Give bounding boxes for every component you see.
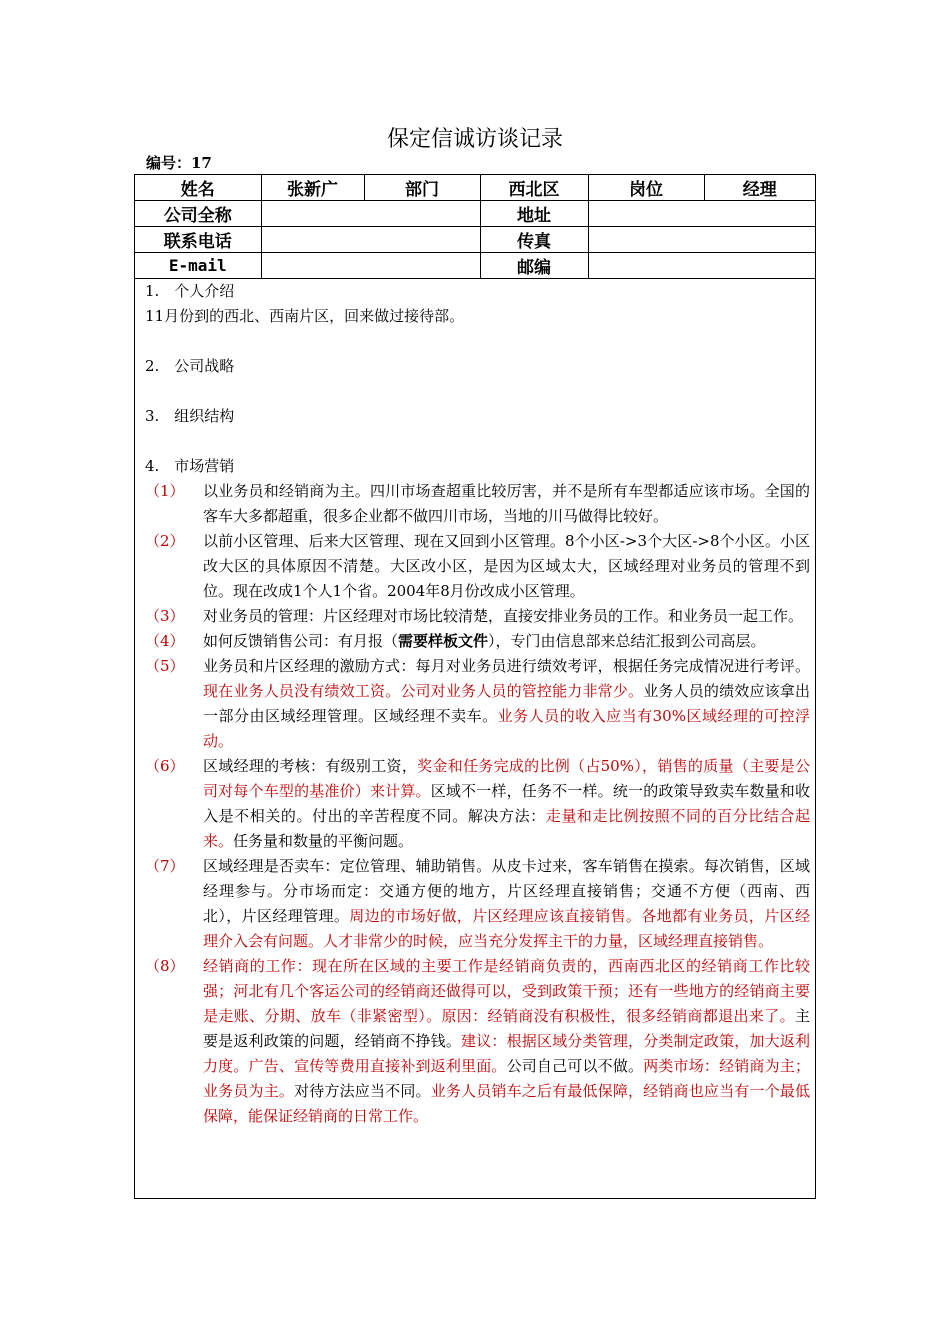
item-number: （5） xyxy=(145,657,185,675)
info-row-company xyxy=(135,201,815,227)
name-value: 张新广 xyxy=(261,175,364,201)
email-value xyxy=(261,253,480,279)
item-text: 区域经理是否卖车：定位管理、辅助销售。从皮卡过来，客车销售在摸索。每次销售，区域经理参与。分市场而定：交通方便的地方，片区经理直接销售；交通不方便（西南、西北），片区经理管理。周边的市场好做，片区经理应该直接销售。各地都有业务员，片区经理介入会有问题。人才非常少的时候，应当充分发挥主干的力量，区域经理直接销售。 xyxy=(203,857,810,950)
marketing-item-7 xyxy=(145,854,810,954)
marketing-item-5 xyxy=(145,654,810,754)
section-heading-intro: 1. 个人介绍 xyxy=(145,282,235,300)
interview-sheet xyxy=(134,174,816,1199)
department-label: 部门 xyxy=(364,175,480,201)
item-text: 以业务员和经销商为主。四川市场查超重比较厉害，并不是所有车型都适应该市场。全国的客车大多都超重，很多企业都不做四川市场，当地的川马做得比较好。 xyxy=(203,482,810,525)
phone-value xyxy=(261,227,480,253)
post-label: 岗位 xyxy=(588,175,704,201)
address-label: 地址 xyxy=(480,201,588,227)
info-row-email xyxy=(135,253,815,279)
fax-value xyxy=(588,227,815,253)
section-heading-strategy: 2. 公司战略 xyxy=(145,357,235,375)
item-number: （8） xyxy=(145,957,185,975)
marketing-item-8 xyxy=(145,954,810,1129)
page-title: 保定信诚访谈记录 xyxy=(386,127,563,152)
section-heading-marketing: 4. 市场营销 xyxy=(145,457,235,475)
marketing-item-3 xyxy=(145,604,810,629)
post-value: 经理 xyxy=(704,175,815,201)
marketing-item-1 xyxy=(145,479,810,529)
company-value xyxy=(261,201,480,227)
section-heading-organization: 3. 组织结构 xyxy=(145,407,235,425)
item-number: （4） xyxy=(145,632,185,650)
marketing-item-4 xyxy=(145,629,810,654)
phone-label: 联系电话 xyxy=(135,227,261,253)
item-text: 经销商的工作：现在所在区域的主要工作是经销商负责的，西南西北区的经销商工作比较强；河北有几个客运公司的经销商还做得可以，受到政策干预；还有一些地方的经销商主要是走账、分期、放车（非紧密型）。原因：经销商没有积极性，很多经销商都退出来了。主要是返利政策的问题，经销商不挣钱。建议：根据区域分类管理，分类制定政策，加大返利力度。广告、宣传等费用直接补到返利里面。公司自己可以不做。两类市场：经销商为主；业务员为主。对待方法应当不同。业务人员销车之后有最低保障，经销商也应当有一个最低保障，能保证经销商的日常工作。 xyxy=(203,957,810,1125)
interview-content xyxy=(145,279,810,1129)
marketing-item-6 xyxy=(145,754,810,854)
item-text: 业务员和片区经理的激励方式：每月对业务员进行绩效考评，根据任务完成情况进行考评。现在业务人员没有绩效工资。公司对业务人员的管控能力非常少。业务人员的绩效应该拿出一部分由区域经理管理。区域经理不卖车。业务人员的收入应当有30%区域经理的可控浮动。 xyxy=(203,657,810,750)
item-text: 区域经理的考核：有级别工资，奖金和任务完成的比例（占50%），销售的质量（主要是公司对每个车型的基准价）来计算。区域不一样，任务不一样。统一的政策导致卖车数量和收入是不相关的。付出的辛苦程度不同。解决方法：走量和走比例按照不同的百分比结合起来。任务量和数量的平衡问题。 xyxy=(203,757,810,850)
section-text-intro: 11月份到的西北、西南片区，回来做过接待部。 xyxy=(145,307,465,325)
item-text: 以前小区管理、后来大区管理、现在又回到小区管理。8个小区->3个大区->8个小区。小区改大区的具体原因不清楚。大区改小区，是因为区域太大，区域经理对业务员的管理不到位。现在改成1个人1个省。2004年8月份改成小区管理。 xyxy=(203,532,810,600)
item-text: 如何反馈销售公司：有月报（需要样板文件），专门由信息部来总结汇报到公司高层。 xyxy=(203,632,766,650)
item-number: （6） xyxy=(145,757,185,775)
document-number: 编号：17 xyxy=(146,154,212,172)
item-number: （1） xyxy=(145,482,185,500)
item-number: （2） xyxy=(145,532,185,550)
postcode-label: 邮编 xyxy=(480,253,588,279)
info-table xyxy=(135,175,815,279)
item-text: 对业务员的管理：片区经理对市场比较清楚，直接安排业务员的工作。和业务员一起工作。 xyxy=(203,607,804,625)
item-number: （7） xyxy=(145,857,185,875)
name-label: 姓名 xyxy=(135,175,261,201)
info-row-phone xyxy=(135,227,815,253)
item-number: （3） xyxy=(145,607,185,625)
postcode-value xyxy=(588,253,815,279)
email-label: E-mail xyxy=(135,253,261,279)
highlight-sample-file: 需要样板文件 xyxy=(398,632,489,650)
department-value: 西北区 xyxy=(480,175,588,201)
company-label: 公司全称 xyxy=(135,201,261,227)
address-value xyxy=(588,201,815,227)
fax-label: 传真 xyxy=(480,227,588,253)
marketing-item-2 xyxy=(145,529,810,604)
info-row-basic xyxy=(135,175,815,201)
